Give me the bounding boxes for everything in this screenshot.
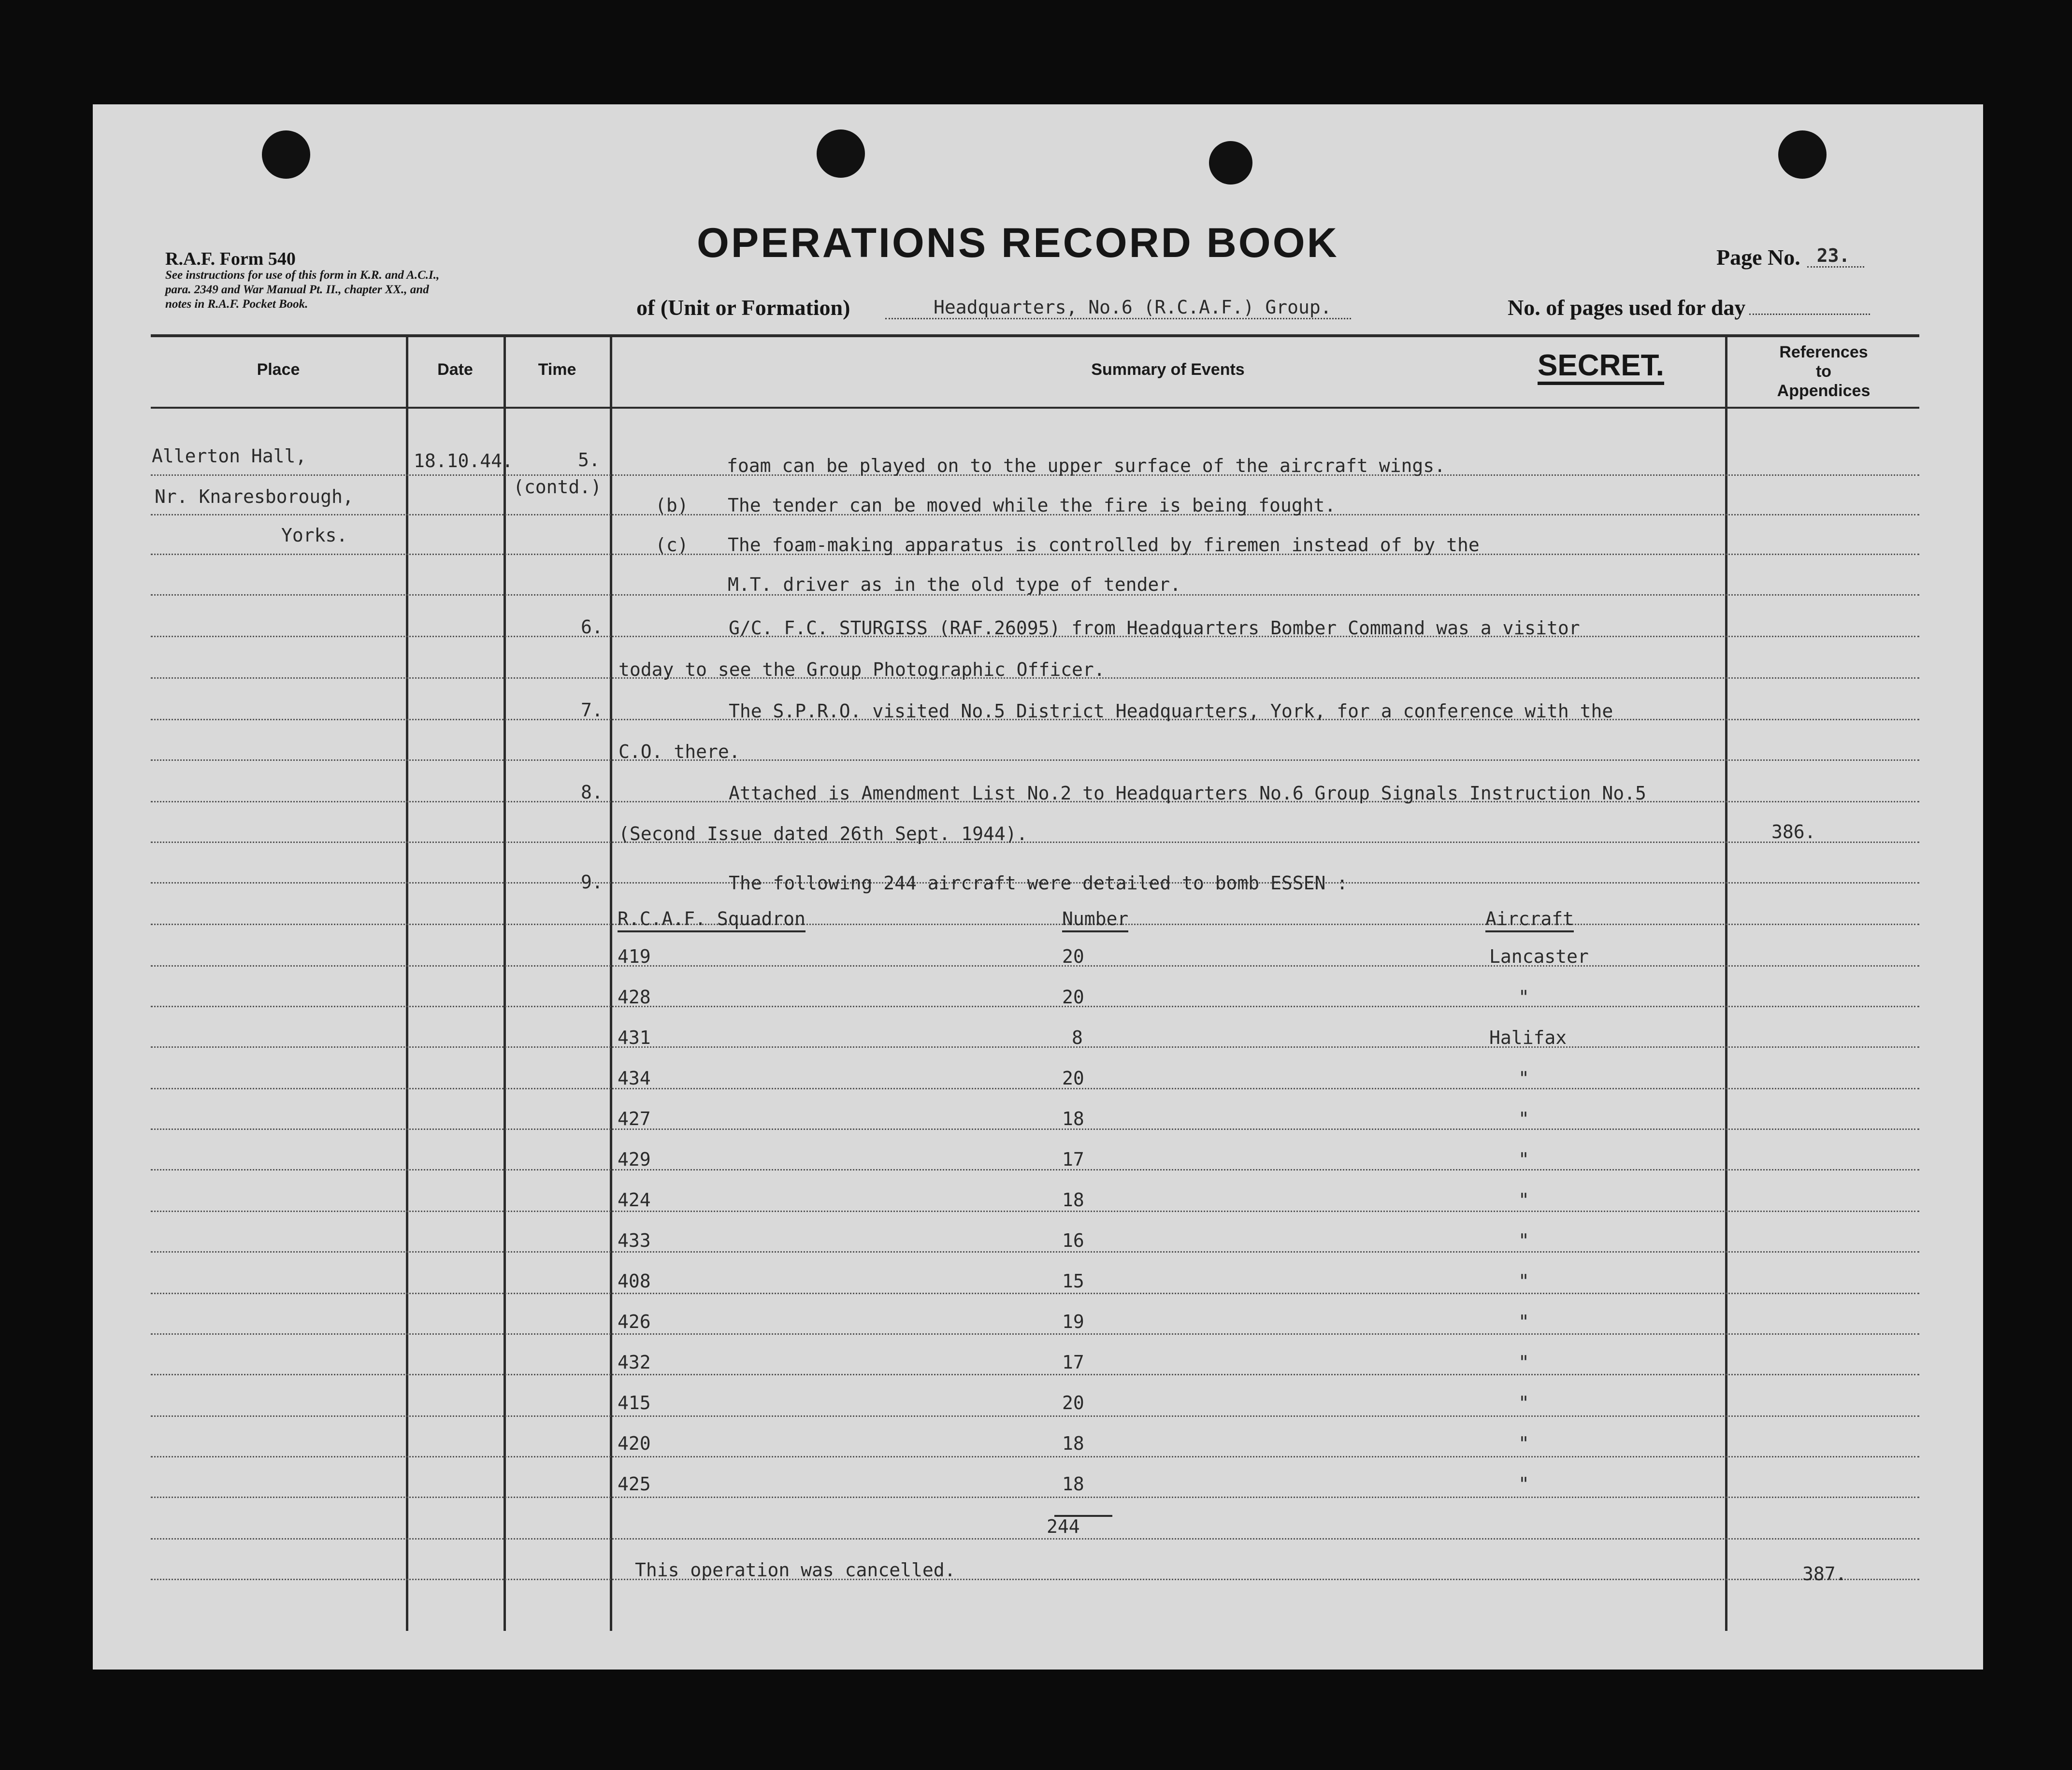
item-9-time: 9.: [581, 871, 603, 893]
squadron-cell: 431: [618, 1027, 651, 1048]
punch-hole-center-low: [1209, 141, 1252, 185]
number-cell: 20: [1062, 1392, 1084, 1413]
column-header-references-1: References: [1779, 343, 1868, 361]
form-number: R.A.F. Form 540: [165, 249, 296, 269]
item-5-b-text: The tender can be moved while the fire is being fought.: [728, 495, 1336, 516]
unit-value: Headquarters, No.6 (R.C.A.F.) Group.: [885, 297, 1351, 319]
number-cell: 20: [1062, 1068, 1084, 1089]
page-number-value: 23.: [1807, 245, 1865, 268]
item-7-time: 7.: [581, 699, 603, 721]
item-6-line-2: today to see the Group Photographic Officer.: [619, 659, 1105, 680]
entry-date: 18.10.44.: [414, 450, 513, 471]
number-cell: 18: [1062, 1108, 1084, 1129]
number-cell: 19: [1062, 1311, 1084, 1332]
squadron-cell: 415: [618, 1392, 651, 1413]
place-line-3: Yorks.: [281, 525, 348, 546]
item-8-line-2: (Second Issue dated 26th Sept. 1944).: [619, 823, 1028, 844]
table-header-aircraft: Aircraft: [1485, 908, 1574, 932]
unit-label: of (Unit or Formation): [636, 295, 850, 320]
column-header-references-3: Appendices: [1777, 382, 1871, 400]
item-7-line-2: C.O. there.: [619, 741, 740, 762]
aircraft-cell: ": [1518, 1392, 1529, 1413]
number-cell: 8: [1072, 1027, 1083, 1048]
item-5-b-label: (b): [655, 495, 689, 516]
squadron-cell: 434: [618, 1068, 651, 1089]
squadron-cell: 433: [618, 1230, 651, 1251]
item-5-c-line-2: M.T. driver as in the old type of tender.: [728, 574, 1181, 595]
aircraft-cell: ": [1518, 1270, 1529, 1292]
squadron-cell: 424: [618, 1189, 651, 1211]
cancellation-appendix-ref: 387.: [1802, 1563, 1847, 1584]
punch-hole-center: [817, 129, 865, 178]
column-header-place: Place: [257, 360, 300, 379]
column-rule-summary: [1725, 336, 1727, 1631]
aircraft-cell: Halifax: [1489, 1027, 1567, 1048]
pages-used-label: No. of pages used for day: [1508, 295, 1870, 320]
number-cell: 17: [1062, 1352, 1084, 1373]
column-rule-time: [610, 336, 612, 1631]
squadron-cell: 428: [618, 986, 651, 1008]
item-6-line-1: G/C. F.C. STURGISS (RAF.26095) from Headquarters Bomber Command was a visitor: [729, 617, 1580, 639]
aircraft-cell: ": [1518, 1230, 1529, 1251]
squadron-cell: 420: [618, 1433, 651, 1454]
table-total: 244: [1047, 1516, 1080, 1537]
column-header-date: Date: [437, 360, 473, 379]
number-cell: 20: [1062, 946, 1084, 967]
item-8-line-1: Attached is Amendment List No.2 to Headquarters No.6 Group Signals Instruction No.5: [729, 783, 1646, 804]
aircraft-cell: Lancaster: [1489, 946, 1589, 967]
number-cell: 20: [1062, 986, 1084, 1008]
item-5-time: 5.: [578, 449, 600, 471]
aircraft-cell: ": [1518, 1189, 1529, 1211]
number-cell: 18: [1062, 1473, 1084, 1495]
squadron-cell: 408: [618, 1270, 651, 1292]
squadron-cell: 432: [618, 1352, 651, 1373]
table-header-number: Number: [1062, 908, 1128, 932]
squadron-cell: 425: [618, 1473, 651, 1495]
punch-hole-left: [262, 130, 310, 179]
aircraft-cell: ": [1518, 1149, 1529, 1170]
number-cell: 16: [1062, 1230, 1084, 1251]
column-header-time: Time: [538, 360, 576, 379]
aircraft-cell: ": [1518, 1068, 1529, 1089]
page-title: OPERATIONS RECORD BOOK: [697, 220, 1339, 266]
column-rule-place: [406, 336, 408, 1631]
header-top-rule: [151, 334, 1919, 337]
form-instructions-3: notes in R.A.F. Pocket Book.: [165, 298, 308, 311]
form-instructions-2: para. 2349 and War Manual Pt. II., chapter XX., and: [165, 283, 429, 296]
place-line-1: Allerton Hall,: [152, 445, 307, 467]
aircraft-cell: ": [1518, 1311, 1529, 1332]
item-5-contd: (contd.): [513, 476, 602, 498]
item-8-appendix-ref: 386.: [1771, 821, 1816, 842]
item-8-time: 8.: [581, 782, 603, 803]
aircraft-cell: ": [1518, 1352, 1529, 1373]
aircraft-cell: ": [1518, 1433, 1529, 1454]
number-cell: 15: [1062, 1270, 1084, 1292]
squadron-cell: 427: [618, 1108, 651, 1129]
item-9-line-1: The following 244 aircraft were detailed to bomb ESSEN :: [729, 872, 1348, 894]
squadron-cell: 426: [618, 1311, 651, 1332]
table-header-squadron: R.C.A.F. Squadron: [618, 908, 806, 932]
punch-hole-right: [1778, 130, 1827, 179]
cancellation-note: This operation was cancelled.: [635, 1559, 956, 1581]
column-header-summary: Summary of Events: [1091, 360, 1245, 379]
secret-stamp: SECRET.: [1538, 350, 1664, 385]
number-cell: 18: [1062, 1189, 1084, 1211]
aircraft-cell: ": [1518, 1473, 1529, 1495]
number-cell: 17: [1062, 1149, 1084, 1170]
record-sheet: [93, 104, 1983, 1670]
number-cell: 18: [1062, 1433, 1084, 1454]
header-bottom-rule: [151, 407, 1919, 409]
aircraft-cell: ": [1518, 986, 1529, 1008]
item-5-c-line-1: The foam-making apparatus is controlled by firemen instead of by the: [728, 534, 1480, 556]
page-number-label: Page No. 23.: [1716, 244, 1857, 270]
column-header-references-2: to: [1815, 362, 1832, 381]
column-rule-date: [504, 336, 506, 1631]
squadron-cell: 419: [618, 946, 651, 967]
place-line-2: Nr. Knaresborough,: [155, 486, 354, 507]
item-5-c-label: (c): [655, 534, 689, 556]
squadron-cell: 429: [618, 1149, 651, 1170]
aircraft-cell: ": [1518, 1108, 1529, 1129]
item-5-line-1: foam can be played on to the upper surface of the aircraft wings.: [727, 455, 1446, 476]
item-6-time: 6.: [581, 616, 603, 638]
item-7-line-1: The S.P.R.O. visited No.5 District Headquarters, York, for a conference with the: [729, 700, 1613, 722]
form-instructions-1: See instructions for use of this form in K.R. and A.C.I.,: [165, 269, 440, 282]
